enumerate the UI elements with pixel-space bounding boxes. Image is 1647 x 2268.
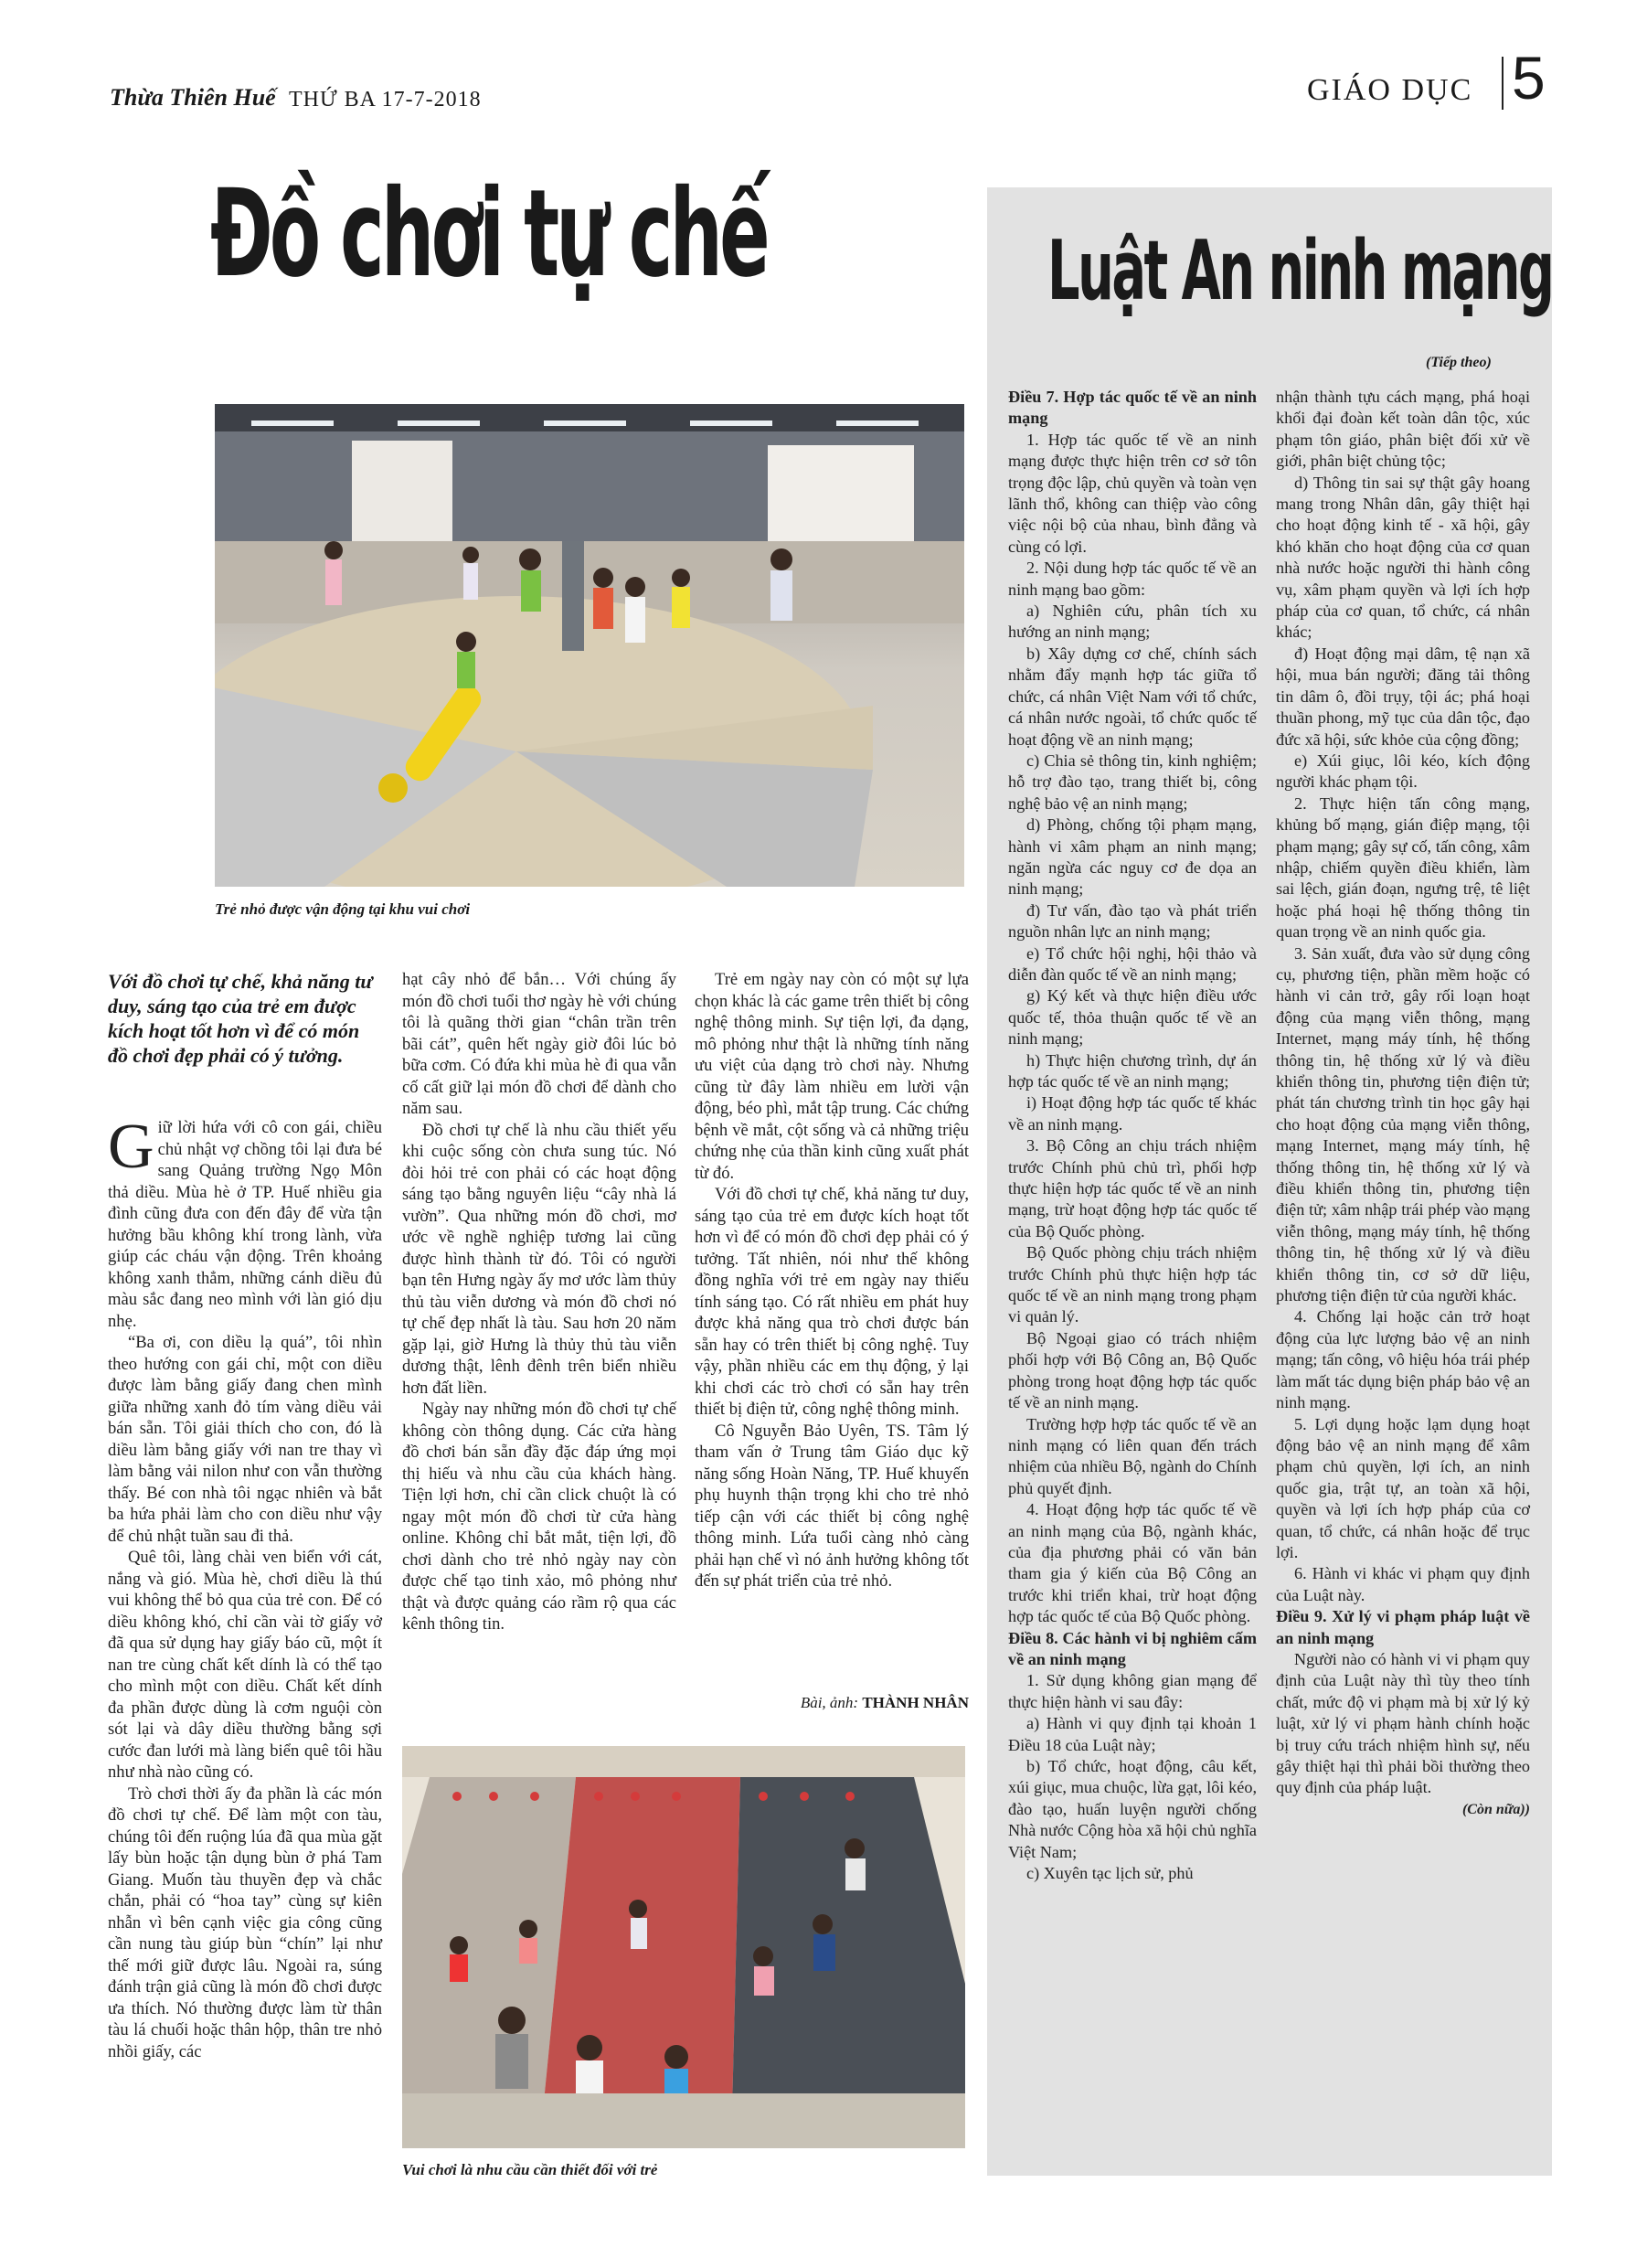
sidebar-continued-from: (Tiếp theo) (1426, 355, 1492, 370)
law-paragraph: h) Thực hiện chương trình, dự án hợp tác quốc tế về an ninh mạng; (1008, 1050, 1257, 1091)
paragraph: Quê tôi, làng chài ven biển với cát, nắng và gió. Mùa hè, chơi diều là thú vui không thể bỏ qua của trẻ con. Để có diều không khó, chỉ cần vài tờ giấy vở đã qua sử dụng hay giấy báo cũ, một ít nan tre cùng chất kết dính là có thể tạo cho mình một con diều. Chất kết dính đa phần được dùng là cơm nguội còn sót lại và dây diều thường bằng sợi cước đan lưới mà làng biển quê tôi hầu như nhà nào cũng có. (108, 1548, 382, 1782)
law-paragraph: e) Tổ chức hội nghị, hội thảo và diễn đàn quốc tế về an ninh mạng; (1008, 943, 1257, 984)
law-paragraph: 6. Hành vi khác vi phạm quy định của Luật này. (1276, 1564, 1530, 1604)
first-paragraph: Giữ lời hứa với cô con gái, chiều chủ nhật vợ chồng tôi lại đưa bé sang Quảng trường Ngọ Môn thả diều. Mùa hè ở TP. Huế nhiều gia đình cũng đưa con đến đây để vừa tận hưởng bầu không khí trong lành, vừa giúp các cháu vận động. Trên khoảng không xanh thẳm, những cánh diều đủ màu sắc đang neo mình với làn gió dịu nhẹ. (108, 1112, 382, 1331)
paragraph: hạt cây nhỏ để bắn… Với chúng ấy món đồ chơi tuổi thơ ngày hè với chúng tôi là quãng thời gian “chân trần trên bãi cát”, quên hết ngày giờ đôi lúc bỏ bữa cơm. Có đứa khi mùa hè đi qua vẫn cố cất giữ lại món đồ chơi để dành cho năm sau. (402, 970, 676, 1118)
law-paragraph: b) Xây dựng cơ chế, chính sách nhằm đẩy mạnh hợp tác giữa tổ chức, cá nhân Việt Nam với tổ chức, cá nhân nước ngoài, tổ chức quốc tế hoạt động về an ninh mạng; (1008, 644, 1257, 749)
law-paragraph: 3. Sản xuất, đưa vào sử dụng công cụ, phương tiện, phần mềm hoặc có hành vi cản trở, gây rối loạn hoạt động của mạng viễn thông, mạng Internet, mạng máy tính, hệ thống thông tin, hệ thống xử lý và điều khiển thông tin, phương tiện điện tử; phát tán chương trình tin học gây hại cho hoạt động của mạng viễn thông, mạng Internet, mạng máy tính, hệ thống thông tin, hệ thống xử lý và điều khiển thông tin, phương tiện điện tử; xâm nhập trái phép vào mạng viễn thông, mạng máy tính, hệ thống thông tin, hệ thống xử lý và điều khiển thông tin, cơ sở dữ liệu, phương tiện điện tử của người khác. (1276, 943, 1530, 1305)
byline: Bài, ảnh: THÀNH NHÂN (800, 1694, 969, 1711)
article-lead: Với đồ chơi tự chế, khả năng tư duy, sáng tạo của trẻ em được kích hoạt tốt hơn vì để có món đồ chơi đẹp phải có ý tưởng. (108, 970, 373, 1067)
paragraph: “Ba ơi, con diều lạ quá”, tôi nhìn theo hướng con gái chỉ, một con diều được làm bằng giấy đang chen mình giữa những xanh đỏ tím vàng diều vải bán sẵn. Tôi giải thích cho con, đó là diều làm bằng giấy với nan tre thay vì làm bằng vải nilon như con vẫn thường thấy. Bé con nhà tôi ngạc nhiên và bắt ba hứa phải làm cho con diều như vậy để chủ nhật tuần sau đi thả. (108, 1333, 382, 1546)
law-paragraph: d) Thông tin sai sự thật gây hoang mang trong Nhân dân, gây thiệt hại cho hoạt động kinh tế - xã hội, gây khó khăn cho hoạt động của cơ quan nhà nước hoặc người thi hành công vụ, xâm phạm quyền và lợi ích hợp pháp của cơ quan, tổ chức, cá nhân khác; (1276, 473, 1530, 642)
main-headline: Đồ chơi tự chế (210, 164, 767, 304)
header-divider (1502, 57, 1504, 110)
law-paragraph: c) Chia sẻ thông tin, kinh nghiệm; hỗ trợ đào tạo, trang thiết bị, công nghệ bảo vệ an ninh mạng; (1008, 751, 1257, 813)
law-paragraph: e) Xúi giục, lôi kéo, kích động người khác phạm tội. (1276, 751, 1530, 792)
law-paragraph: d) Phòng, chống tội phạm mạng, hành vi xâm phạm an ninh mạng; ngăn ngừa các nguy cơ đe dọa an ninh mạng; (1008, 815, 1257, 899)
page-number: 5 (1512, 44, 1546, 112)
law-paragraph: nhận thành tựu cách mạng, phá hoại khối đại đoàn kết toàn dân tộc, xúc phạm tôn giáo, phân biệt đối xử về giới, phân biệt chủng tộc; (1276, 388, 1530, 471)
drop-cap: G (108, 1112, 154, 1182)
sidebar-column-2 (1276, 387, 1530, 1820)
sidebar-title: Luật An ninh mạng (1047, 223, 1553, 319)
photo1-caption: Trẻ nhỏ được vận động tại khu vui chơi (215, 900, 471, 918)
issue-date: THỨ BA 17-7-2018 (289, 88, 482, 112)
paragraph: Đồ chơi tự chế là nhu cầu thiết yếu khi cuộc sống còn chưa sung túc. Nó đòi hỏi trẻ con phải có các hoạt động sáng tạo bằng nguyên liệu “cây nhà lá vườn”. Qua những món đồ chơi, mơ ước về nghề nghiệp tương lai cũng được hình thành từ đó. Tôi có người bạn tên Hưng ngày ấy mơ ước làm thủy thủ tàu viễn dương và món đồ chơi nó tự chế đẹp nhất là tàu. Sau hơn 20 năm gặp lại, giờ Hưng là thủy thủ tàu viễn dương thật, lênh đênh trên biển nhiều hơn đất liền. (402, 1120, 676, 1398)
paragraph: Trẻ em ngày nay còn có một sự lựa chọn khác là các game trên thiết bị công nghệ thông minh. Sự tiện lợi, đa dạng, mô phỏng như thật là những tính năng ưu việt của dạng trò chơi này. Nhưng cũng từ đây làm nhiều em lười vận động, béo phì, mắt tập trung. Các chứng bệnh về mắt, cột sống và cả những triệu chứng nhẹ của thần kinh cũng xuất phát từ đó. (695, 970, 969, 1183)
paragraph: Trò chơi thời ấy đa phần là các món đồ chơi tự chế. Để làm một con tàu, chúng tôi đến ruộng lúa đã qua mùa gặt lấy bùn hoặc tận dụng bùn ở phá Tam Giang. Muốn tàu thuyền đẹp và chắc chắn, phải có “hoa tay” cùng sự kiên nhẫn vì bên cạnh việc gia công cũng cần nung tàu giúp bùn “chín” lại như thế mới giữ được lâu. Ngoài ra, súng đánh trận giả cũng là món đồ chơi được ưa thích. Nó thường được làm từ thân tàu lá chuối hoặc thân hộp, thân tre nhỏ nhồi giấy, các (108, 1784, 382, 2061)
play-area-photo (215, 404, 964, 887)
law-article-heading: Điều 9. Xử lý vi phạm pháp luật về an ninh mạng (1276, 1607, 1530, 1647)
section-name: GIÁO DỤC (1307, 73, 1473, 107)
photo2-caption: Vui chơi là nhu cầu cần thiết đối với trẻ (402, 2161, 658, 2178)
paragraph: Với đồ chơi tự chế, khả năng tư duy, sáng tạo của trẻ em được kích hoạt tốt hơn vì để có món đồ chơi đẹp phải có ý tưởng. Tất nhiên, nói như thế không đồng nghĩa với trẻ em ngày nay thiếu tính sáng tạo. Có rất nhiều em phát huy được khả năng qua trò chơi được bán sẵn hay có trên thiết bị công nghệ. Tuy vậy, phần nhiều các em thụ động, ỷ lại khi chơi các trò chơi có sẵn hay trên thiết bị điện tử, công nghệ thông minh. (695, 1185, 969, 1419)
law-paragraph: 5. Lợi dụng hoặc lạm dụng hoạt động bảo vệ an ninh mạng để xâm phạm chủ quyền, lợi ích, an ninh quốc gia, trật tự, an toàn xã hội, quyền và lợi ích hợp pháp của cơ quan, tổ chức, cá nhân hoặc để trục lợi. (1276, 1414, 1530, 1561)
law-paragraph: a) Nghiên cứu, phân tích xu hướng an ninh mạng; (1008, 602, 1257, 642)
law-paragraph: 2. Nội dung hợp tác quốc tế về an ninh mạng bao gồm: (1008, 559, 1257, 599)
law-paragraph: Bộ Quốc phòng chịu trách nhiệm trước Chính phủ thực hiện hợp tác quốc tế về an ninh mạng trong phạm vi quản lý. (1008, 1243, 1257, 1326)
law-paragraph: Trường hợp hợp tác quốc tế về an ninh mạng có liên quan đến trách nhiệm của nhiều Bộ, ngành do Chính phủ quyết định. (1008, 1414, 1257, 1497)
law-paragraph: 2. Thực hiện tấn công mạng, khủng bố mạng, gián điệp mạng, tội phạm mạng; gây sự cố, tấn công, xâm nhập, chiếm quyền điều khiển, làm sai lệch, gián đoạn, ngưng trệ, tê liệt hoặc phá hoại hệ thống thông tin quan trọng về an ninh quốc gia. (1276, 793, 1530, 942)
play-area-illustration (215, 404, 964, 887)
law-paragraph: 4. Hoạt động hợp tác quốc tế về an ninh mạng của Bộ, ngành khác, của địa phương phải có văn bản tham gia ý kiến của Bộ Công an trước khi triển khai, trừ hoạt động hợp tác quốc tế của Bộ Quốc phòng. (1008, 1500, 1257, 1626)
law-paragraph: i) Hoạt động hợp tác quốc tế khác về an ninh mạng. (1008, 1093, 1257, 1134)
publication-name: Thừa Thiên Huế (110, 84, 276, 111)
law-paragraph: c) Xuyên tạc lịch sử, phủ (1026, 1864, 1194, 1883)
law-paragraph: 1. Sử dụng không gian mạng để thực hiện hành vi sau đây: (1008, 1671, 1257, 1711)
slide-photo (402, 1746, 965, 2148)
law-paragraph: a) Hành vi quy định tại khoản 1 Điều 18 của Luật này; (1008, 1714, 1257, 1754)
paragraph: Ngày nay những món đồ chơi tự chế không còn thông dụng. Các cửa hàng đồ chơi bán sẵn đầy đặc đáp ứng mọi thị hiếu và nhu cầu của khách hàng. Tiện lợi hơn, chỉ cần click chuột là có ngay một món đồ chơi từ cửa hàng online. Không chỉ bắt mắt, tiện lợi, đồ chơi dành cho trẻ nhỏ ngày nay còn được chế tạo tinh xảo, mô phỏng như thật và được quảng cáo rầm rộ qua các kênh thông tin. (402, 1400, 676, 1634)
article-column-1 (108, 1112, 382, 2062)
sidebar-column-1 (1008, 387, 1257, 1884)
law-paragraph: 4. Chống lại hoặc cản trở hoạt động của lực lượng bảo vệ an ninh mạng; tấn công, vô hiệu hóa trái phép làm mất tác dụng biện pháp bảo vệ an ninh mạng. (1276, 1307, 1530, 1412)
paragraph: Cô Nguyễn Bảo Uyên, TS. Tâm lý tham vấn ở Trung tâm Giáo dục kỹ năng sống Hoàn Năng, TP. Huế khuyến phụ huynh thận trọng khi cho trẻ nhỏ tiếp cận với các thiết bị công nghệ thông minh. Lứa tuổi càng nhỏ càng phải hạn chế vì nó ảnh hưởng không tốt đến sự phát triển của trẻ nhỏ. (695, 1421, 969, 1591)
law-paragraph: 1. Hợp tác quốc tế về an ninh mạng được thực hiện trên cơ sở tôn trọng độc lập, chủ quyền và toàn vẹn lãnh thổ, không can thiệp vào công việc nội bộ của nhau, bình đẳng và cùng có lợi. (1008, 430, 1257, 556)
law-paragraph: g) Ký kết và thực hiện điều ước quốc tế, thỏa thuận quốc tế về an ninh mạng; (1008, 986, 1257, 1049)
law-paragraph: Bộ Ngoại giao có trách nhiệm phối hợp với Bộ Công an, Bộ Quốc phòng trong hoạt động hợp tác quốc tế về an ninh mạng. (1008, 1328, 1257, 1412)
law-article-heading: Điều 7. Hợp tác quốc tế về an ninh mạng (1008, 388, 1257, 428)
law-paragraph: đ) Hoạt động mại dâm, tệ nạn xã hội, mua bán người; đăng tải thông tin dâm ô, đồi trụy, tội ác; phá hoại thuần phong, mỹ tục của dân tộc, đạo đức xã hội, sức khỏe của cộng đồng; (1276, 644, 1530, 749)
slide-illustration (402, 1746, 965, 2148)
law-paragraph: b) Tổ chức, hoạt động, câu kết, xúi giục, mua chuộc, lừa gạt, lôi kéo, đào tạo, huấn luyện người chống Nhà nước Cộng hòa xã hội chủ nghĩa Việt Nam; (1008, 1757, 1257, 1861)
sidebar-continued-note: (Còn nữa)) (1461, 1801, 1530, 1817)
law-paragraph: 3. Bộ Công an chịu trách nhiệm trước Chính phủ chủ trì, phối hợp thực hiện hợp tác quốc tế về an ninh mạng, trừ hoạt động hợp tác quốc tế của Bộ Quốc phòng. (1008, 1136, 1257, 1240)
law-paragraph: Người nào có hành vi vi phạm quy định của Luật này thì tùy theo tính chất, mức độ vi phạm mà bị xử lý kỷ luật, xử lý vi phạm hành chính hoặc bị truy cứu trách nhiệm hình sự, nếu gây thiệt hại thì phải bồi thường theo quy định của pháp luật. (1276, 1649, 1530, 1797)
article-column-2 (402, 969, 676, 1635)
article-column-3 (695, 969, 969, 1592)
law-article-heading: Điều 8. Các hành vi bị nghiêm cấm về an ninh mạng (1008, 1628, 1257, 1668)
law-paragraph: đ) Tư vấn, đào tạo và phát triển nguồn nhân lực an ninh mạng; (1008, 900, 1257, 942)
